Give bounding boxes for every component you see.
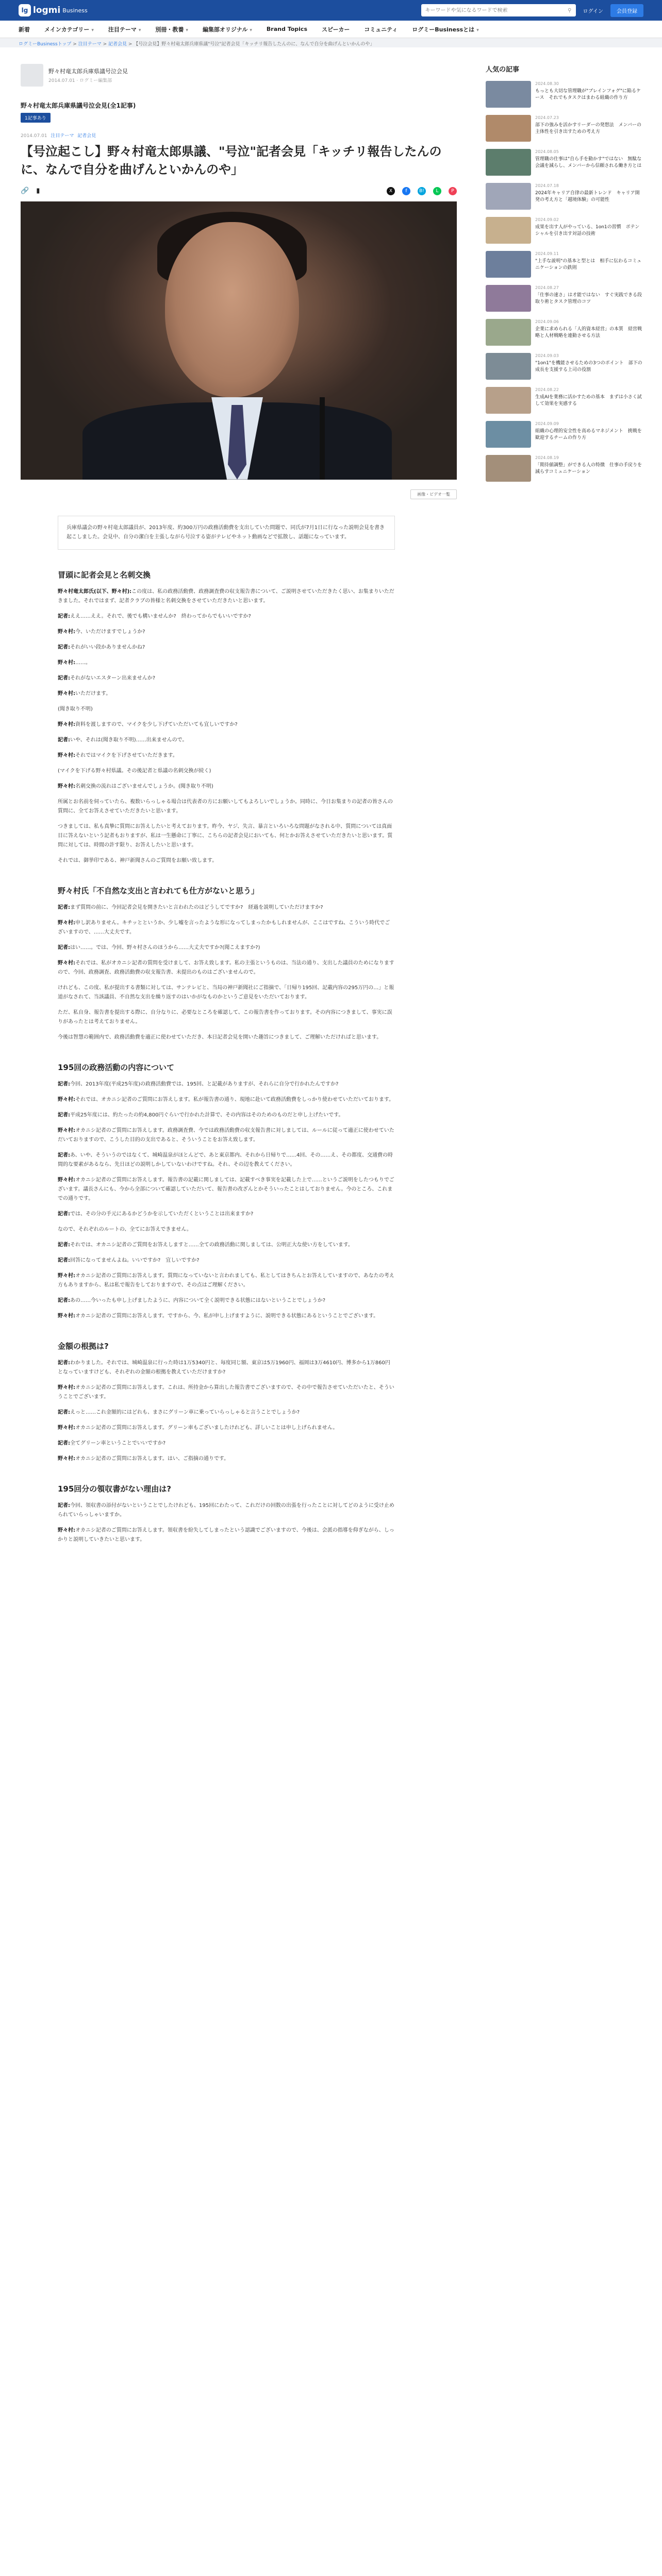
speaker-label: 野々村:: [58, 1313, 75, 1319]
paragraph-text: では、その分の手元にあるかどうかを示していただくということは出来ますか?: [70, 1211, 254, 1217]
speaker-label: 記者:: [58, 1112, 70, 1118]
speaker-label: 記者:: [58, 613, 70, 619]
nav-item[interactable]: 別冊・教養 ▾: [155, 26, 188, 33]
series-title[interactable]: 野々村竜太郎兵庫県議号泣会見(全1記事): [21, 102, 136, 109]
paragraph-text: ただ、私自身、報告書を提出する際に、自分なりに、必要なところを確認して、この報告書を作っております。その内容につきまして、事実に誤りがあったとは考えておりません。: [58, 1009, 392, 1025]
paragraph-text: それがないエスターン出来ませんか?: [70, 675, 156, 681]
facebook-share-icon[interactable]: f: [402, 187, 410, 195]
paragraph: [58, 1359, 395, 1377]
sidebar: [486, 64, 642, 1551]
popular-article-date: 2024.08.30: [535, 81, 559, 86]
paragraph: [58, 720, 395, 730]
article-column: [21, 64, 457, 1551]
article-thumbnail: [486, 183, 531, 210]
popular-article-title: "上手な説明"の基本と型とは 相手に伝わるコミュニケーションの鉄則: [535, 258, 642, 270]
section-heading: 野々村氏「不自然な支出と言われても仕方がないと思う」: [58, 886, 259, 895]
popular-article-text: [535, 353, 642, 380]
popular-article-title: 部下の強みを活かすリーダーの発想法 メンバーの主体性を引き出すための考え方: [535, 122, 642, 134]
article-thumbnail: [486, 217, 531, 244]
paragraph-text: わかりました。それでは、城崎温泉に行った時は1万5340円と、毎度同じ額、東京は5万1960円、福岡は3万4610円、博多から1万860円となっていますけども、それぞれの金額の根拠を教えていただけますか?: [58, 1360, 390, 1375]
sidebar-title: 人気の記事: [486, 66, 520, 74]
paragraph-text: はい……。では、今回、野々村さんのほうから……大丈夫ですか?(聞こえますか?): [70, 944, 260, 951]
paragraph: [58, 1210, 395, 1219]
popular-article-item[interactable]: [486, 217, 642, 244]
article-thumbnail: [486, 319, 531, 346]
top-bar: [0, 0, 662, 21]
paragraph: [58, 1241, 395, 1250]
paragraph: [58, 903, 395, 912]
speaker-label: 記者:: [58, 1242, 70, 1248]
paragraph: [58, 1408, 395, 1417]
breadcrumb-home[interactable]: ログミーBusinessトップ: [19, 42, 72, 47]
popular-article-title: 組織の心理的安全性を高めるマネジメント 挑戦を歓迎するチームの作り方: [535, 428, 642, 440]
chevron-down-icon: ▾: [138, 27, 141, 33]
popular-article-date: 2024.09.03: [535, 353, 559, 358]
speaker-label: 記者:: [58, 1257, 70, 1263]
paragraph: [58, 1111, 395, 1120]
paragraph-text: オカニシ記者のご質問にお答えします。質問になっていないと言われましても、私としてはきちんとお答えしていますので、あなたの考え方もありますから、私は私で報告をしておりますので、その点はご理解ください。: [58, 1273, 394, 1288]
paragraph-text: つきましては、私も真摯に質問にお答えしたいと考えております。昨今、ヤジ、失言、暴言といろいろな問題がなされる中、質問については真面目に答えないという記者もおりますが、私は一生懸命に丁寧に、こちらの記者会見においても、何とかお答えさせていただきたいと思います。質問に対しては、時間の許す限り、お答えしたいと思います。: [58, 823, 393, 848]
category-link[interactable]: 記者会見: [77, 133, 96, 139]
speaker-label: 記者:: [58, 1297, 70, 1303]
speaker-label: 記者:: [58, 644, 70, 650]
paragraph: [58, 1312, 395, 1321]
paragraph-text: オカニシ記者のご質問にお答えします。これは、所持金から算出した報告書でございますので、その中で報告させていただいたと、そういうことでございます。: [58, 1384, 394, 1400]
paragraph-text: それでは、御挙印である、神戸新聞さんのご質問をお願い致します。: [58, 857, 218, 863]
popular-article-title: 成果を出す人がやっている、1on1の習慣 ポテンシャルを引き出す対話の技術: [535, 224, 640, 236]
popular-article-text: [535, 421, 642, 448]
nav-item[interactable]: コミュニティ: [364, 26, 398, 33]
paragraph: [58, 1296, 395, 1306]
nav-item[interactable]: Brand Topics: [266, 26, 308, 32]
paragraph: [58, 1080, 395, 1089]
speaker-label: 野々村:: [58, 690, 75, 697]
section-heading: 金額の根拠は?: [58, 1341, 109, 1351]
paragraph-text: 今回、領収書の添付がないということでしたけれども、195回にわたって、これだけの回数の出張を行ったことに対してどのように受け止められていらっしゃいますか。: [58, 1502, 394, 1518]
paragraph-text: オカニシ記者のご質問にお答えします。政務調査費、今では政務活動費の収支報告書に対しましては、ルールに従って適正に使わせていただいておりますので、こうした目的の支出であると、そういうことをお答え致します。: [58, 1127, 394, 1143]
popular-article-text: [535, 217, 642, 244]
signup-button[interactable]: 会員登録: [610, 4, 643, 17]
paragraph: [58, 1095, 395, 1105]
popular-article-text: [535, 319, 642, 346]
section-heading: 195回の政務活動の内容について: [58, 1062, 175, 1072]
search-icon[interactable]: ⚲: [568, 7, 572, 13]
popular-article-text: [535, 251, 642, 278]
article-hero-photo: [21, 201, 457, 480]
popular-article-date: 2024.09.06: [535, 319, 559, 324]
speaker-label: 記者:: [58, 1360, 70, 1366]
paragraph: [58, 767, 395, 776]
section-heading: 195回分の領収書がない理由は?: [58, 1484, 172, 1494]
paragraph: [58, 736, 395, 745]
paragraph: [58, 751, 395, 760]
paragraph-text: (マイクを下げる野々村県議。その後記者と県議の名刺交換が続く): [58, 768, 211, 774]
paragraph-text: ……。: [75, 659, 91, 666]
popular-article-item[interactable]: [486, 115, 642, 142]
paragraph: [58, 1225, 395, 1234]
nav-item[interactable]: 注目テーマ ▾: [108, 26, 141, 33]
paragraph-text: いや、それは(聞き取り不明)……出来ませんので。: [70, 737, 188, 743]
nav-item[interactable]: 新着: [19, 26, 30, 33]
popular-article-date: 2024.08.19: [535, 455, 559, 460]
search-input[interactable]: [425, 8, 568, 13]
paragraph: [58, 856, 395, 866]
speaker-label: 記者:: [58, 1211, 70, 1217]
breadcrumb-press[interactable]: 記者会見: [108, 42, 127, 47]
popular-article-date: 2024.08.22: [535, 387, 559, 392]
paragraph-text: それでは、私がオカニシ記者の質問を受けまして、お答え致します。私の主張というものは、当法の通り、支出した議員のためになりますので、今回、政務調査、政務活動費の収支報告書、未提出のものはございませんので。: [58, 960, 394, 975]
speaker-label: 野々村:: [58, 1527, 75, 1533]
speaker-label: 野々村:: [58, 783, 75, 789]
paragraph-text: ええ……ええ。それで、後でも構いませんか? 終わってからでもいいですか?: [70, 613, 251, 619]
paragraph: [58, 1176, 395, 1204]
paragraph: [58, 643, 395, 652]
category-link[interactable]: 注目テーマ: [51, 133, 74, 139]
paragraph: [58, 705, 395, 714]
speaker-label: 野々村:: [58, 1127, 75, 1133]
paragraph: [58, 919, 395, 937]
paragraph: [58, 959, 395, 977]
paragraph-text: いただけます。: [75, 690, 111, 697]
article-title: 【号泣起こし】野々村竜太郎県議、"号泣"記者会見「キッチリ報告したんのに、なんで自分を曲げんといかんのや」: [21, 144, 442, 177]
popular-article-item[interactable]: [486, 421, 642, 448]
paragraph-text: それではマイクを下げさせていただきます。: [75, 752, 178, 758]
paragraph-text: (聞き取り不明): [58, 706, 93, 712]
paragraph-text: 回答になってませんよね。いいですか? 宜しいですか?: [70, 1257, 200, 1263]
speaker-label: 野々村:: [58, 752, 75, 758]
channel-avatar: [21, 64, 43, 87]
paragraph: [58, 628, 395, 637]
speaker-label: 野々村:: [58, 1273, 75, 1279]
nav-item[interactable]: スピーカー: [322, 26, 350, 33]
popular-article-item[interactable]: [486, 183, 642, 210]
paragraph-text: 名刺交換の流れはございませんでしょうか。(聞き取り不明): [75, 783, 213, 789]
speaker-label: 野々村:: [58, 659, 75, 666]
paragraph: [58, 822, 395, 850]
speaker-label: 野々村:: [58, 1425, 75, 1431]
popular-article-date: 2024.09.11: [535, 251, 559, 256]
breadcrumb-current: 【号泣会見】野々村竜太郎兵庫県議"号泣"記者会見「キッチリ報告したんのに、なんで自分を曲げんといかんのや」: [134, 42, 375, 47]
popular-article-date: 2024.08.27: [535, 285, 559, 290]
popular-article-item[interactable]: [486, 353, 642, 380]
paragraph-text: 所属とお名前を伺っていたら、複数いらっしゃる場合は代表者の方にお願いしてもよろしいでしょうか。同時に、今日お集まりの記者の皆さんの質問に、全てお答えさせていただきたいと思います。: [58, 799, 393, 814]
speaker-label: 野々村:: [58, 1455, 75, 1462]
popular-article-title: 2024年キャリア自律の最新トレンド キャリア開発の考え方と「越境体験」の可能性: [535, 190, 640, 202]
paragraph-text: 今後は智慧の範囲内で、政務活動費を適正に使わせていただき、本日記者会見を開いた趣旨につきまして、ご理解いただければと思います。: [58, 1034, 382, 1040]
search-box[interactable]: [421, 4, 576, 16]
channel-header[interactable]: [21, 64, 457, 87]
speaker-label: 野々村:: [58, 920, 75, 926]
speaker-label: 野々村:: [58, 1384, 75, 1391]
line-share-icon[interactable]: L: [433, 187, 441, 195]
chevron-down-icon: ▾: [91, 27, 94, 33]
popular-article-title: 管理職の仕事は"自ら手を動かす"ではない 無駄な会議を減らし、メンバーから信頼される働き方とは: [535, 156, 642, 168]
paragraph: [58, 612, 395, 621]
popular-article-date: 2024.07.23: [535, 115, 559, 120]
popular-article-item[interactable]: [486, 285, 642, 312]
paragraph: [58, 674, 395, 683]
popular-article-text: [535, 149, 642, 176]
logo-mark-icon: lg: [19, 4, 31, 16]
article-thumbnail: [486, 387, 531, 414]
speaker-label: 野々村:: [58, 1096, 75, 1103]
popular-article-title: "1on1"を機能させるための3つのポイント 部下の成長を支援する上司の役割: [535, 360, 642, 372]
paragraph-text: えっと……これ金額的にはどれも、まさにグリーン車に乗っていらっしゃると言うことでしょうか?: [70, 1409, 300, 1415]
popular-article-item[interactable]: [486, 81, 642, 108]
hatena-share-icon[interactable]: B!: [418, 187, 426, 195]
paragraph-text: オカニシ記者のご質問にお答えします。報告書の記載に関しましては、記載すべき事実を記載した上で……というご説明をしたつもりでございます。議長さんにも、今から全部について確認していただいて、報告書の改ざんとかそういったことはしておりません。今のところ、これまでの通りです。: [58, 1177, 394, 1201]
paragraph-text: それでは、オカニシ記者のご質問にお答えします。私が報告書の通り、現地に赴いて政務活動費をしっかり使わせていただいております。: [75, 1096, 394, 1103]
speaker-label: 記者:: [58, 1440, 70, 1446]
speaker-label: 記者:: [58, 1081, 70, 1087]
paragraph: [58, 1033, 395, 1042]
article-thumbnail: [486, 421, 531, 448]
popular-article-text: [535, 81, 642, 108]
speaker-label: 野々村竜太郎氏(以下、野々村):: [58, 588, 132, 595]
paragraph: [58, 658, 395, 668]
paragraph: [58, 587, 395, 606]
paragraph-text: まず質問の前に、今回記者会見を開きたいと言われたのはどうしてですか? 経過を説明していただけますか?: [70, 904, 323, 910]
paragraph: [58, 1423, 395, 1433]
article-thumbnail: [486, 115, 531, 142]
series-badge[interactable]: 1記事あり: [21, 113, 51, 123]
speaker-label: 記者:: [58, 904, 70, 910]
channel-meta: 2014.07.01 · ログミー編集部: [48, 78, 112, 83]
paragraph-text: それがいい段かありませんかね?: [70, 644, 145, 650]
speaker-label: 記者:: [58, 1502, 70, 1509]
paragraph-text: オカニシ記者のご質問にお答えします。領収書を紛失してしまったという認識でございますので、今後は、会派の指導を仰ぎながら、しっかりと説明していきたいと思います。: [58, 1527, 394, 1543]
popular-article-title: 「仕事の速さ」は才能ではない すぐ実践できる段取り術とタスク管理のコツ: [535, 292, 642, 304]
paragraph: [58, 1126, 395, 1145]
nav-item[interactable]: ログミーBusinessとは ▾: [412, 26, 479, 33]
popular-article-text: [535, 455, 642, 482]
article-thumbnail: [486, 81, 531, 108]
popular-article-date: 2024.07.18: [535, 183, 559, 188]
article-date: 2014.07.01: [21, 133, 47, 139]
logmi-logo[interactable]: lg logmi Business: [19, 4, 88, 16]
paragraph: [58, 1439, 395, 1448]
paragraph: [58, 984, 395, 1002]
paragraph: [58, 1008, 395, 1027]
speaker-label: 野々村:: [58, 1177, 75, 1183]
popular-article-item[interactable]: [486, 387, 642, 414]
paragraph-text: 資料を渡しますので、マイクを少し下げていただいても宜しいですか?: [75, 721, 238, 727]
section-heading: 冒頭に記者会見と名刺交換: [58, 570, 151, 580]
pocket-share-icon[interactable]: P: [449, 187, 457, 195]
speaker-label: 野々村:: [58, 960, 75, 966]
nav-item[interactable]: 編集部オリジナル ▾: [202, 26, 252, 33]
speaker-label: 記者:: [58, 1409, 70, 1415]
popular-article-text: [535, 285, 642, 312]
paragraph-text: オカニシ記者のご質問にお答えします。グリーン車もございましたけれども、詳しいことは申し上げられません。: [75, 1425, 338, 1431]
popular-article-item[interactable]: [486, 251, 642, 278]
paragraph-text: オカニシ記者のご質問にお答えします。ですから、今、私が申し上げますように、説明できる状態にあるということでございます。: [75, 1313, 379, 1319]
share-bar: [21, 187, 457, 195]
article-thumbnail: [486, 251, 531, 278]
nav-item[interactable]: メインカテゴリー ▾: [44, 26, 94, 33]
paragraph: [58, 1383, 395, 1402]
article-dateline: [21, 132, 457, 139]
paragraph: [58, 1272, 395, 1290]
paragraph-text: 全てグリーン車ということでいいですか?: [70, 1440, 166, 1446]
chevron-down-icon: ▾: [186, 27, 188, 33]
paragraph: [58, 943, 395, 953]
paragraph: [58, 1454, 395, 1464]
chevron-down-icon: ▾: [476, 27, 479, 33]
speaker-label: 記者:: [58, 675, 70, 681]
article-thumbnail: [486, 455, 531, 482]
paragraph: [58, 1151, 395, 1170]
speaker-label: 野々村:: [58, 629, 75, 635]
article-lead: 兵庫県議会の野々村竜太郎議員が、2013年度、約300万円の政務活動費を支出していた問題で、同氏が7月1日に行なった説明会見を書き起こしました。会見中、自分の潔白を主張しながら号泣する姿がテレビやネット動画などで拡散し、話題になっています。: [58, 516, 395, 550]
speaker-label: 野々村:: [58, 721, 75, 727]
popular-article-title: 「期待値調整」ができる人の特徴 仕事の手戻りを減らすコミュニケーション: [535, 462, 642, 474]
popular-article-date: 2024.09.09: [535, 421, 559, 426]
popular-article-item[interactable]: [486, 149, 642, 176]
article-body: [58, 569, 395, 1545]
paragraph: [58, 1256, 395, 1265]
bookmark-icon[interactable]: ▮: [36, 187, 40, 195]
main-nav: [0, 21, 662, 38]
paragraph: [58, 1501, 395, 1520]
article-thumbnail: [486, 149, 531, 176]
paragraph-text: この度は、私の政務活動費、政務調査費の収支報告書について、ご説明させていただきたく思い、お集まりいただきました。それではまず、記者クラブの皆様と名刺交換をさせていただきたいと思います。: [58, 588, 394, 604]
article-thumbnail: [486, 285, 531, 312]
paragraph-text: けれども、この度、私が提出する書類に対しては、サンテレビと、当局の神戸新聞社にご指摘で、「日帰り195回、記載内容の295万円の…」と報道がなされて、当該議員、不自然な支出を繰り返すのはいかがなものかというご意見をいただいております。: [58, 985, 394, 1000]
speaker-label: 記者:: [58, 944, 70, 951]
paragraph-text: 申し訳ありません。キチッとというか、少し嘘を言ったような形になってしまったかもしれませんが、ここはですね、こういう時代でございますので、……大丈夫です。: [58, 920, 390, 935]
popular-article-item[interactable]: [486, 455, 642, 482]
paragraph-text: なので、それぞれのルートの、全てにお答えできません。: [58, 1226, 192, 1232]
speaker-label: 記者:: [58, 737, 70, 743]
paragraph-text: あ、いや、そういうのではなくて、城崎温泉がほとんどで、あと東京都内、それから日帰りで……4回、その……え、その都度、交通費の時間的な要素があるなら、先日ほどの説明しかしていないわけですね。それ、その辺を教えてください。: [58, 1152, 393, 1167]
paragraph-text: オカニシ記者のご質問にお答えします。はい、ご指摘の通りです。: [75, 1455, 229, 1462]
popular-article-title: もっとも大切な管理職が"ブレインフォグ"に陥るケース それでもタスクはまわる組織の作り方: [535, 88, 641, 100]
login-link[interactable]: ログイン: [583, 8, 603, 14]
popular-article-title: 生成AIを業務に活かすための基本 まずは小さく試して効果を実感する: [535, 394, 642, 406]
x-share-icon[interactable]: X: [387, 187, 395, 195]
media-list-button[interactable]: 画像・ビデオ一覧: [410, 489, 457, 499]
paragraph-text: あの……今いったも申し上げましたように、内容について全く説明できる状態にはないということでしょうか?: [70, 1297, 326, 1303]
article-thumbnail: [486, 353, 531, 380]
channel-name: 野々村竜太郎兵庫県議号泣会見: [48, 68, 128, 75]
popular-article-text: [535, 387, 642, 414]
paragraph-text: それでは、オカニシ記者のご質問をお答えしますと……全ての政務活動に関しましては、公明正大な使い方をしています。: [70, 1242, 353, 1248]
paragraph: [58, 689, 395, 699]
paragraph-text: 平成25年度には、約たったの約4,800円ぐらいで行かれた計算で、その内容はそのためのものだと申し上げたいです。: [70, 1112, 344, 1118]
popular-article-title: 企業に求められる「人的資本経営」の本質 経営戦略と人材戦略を連動させる方法: [535, 326, 642, 338]
paragraph: [58, 782, 395, 791]
popular-article-text: [535, 115, 642, 142]
chevron-down-icon: ▾: [250, 27, 252, 33]
paragraph: [58, 798, 395, 816]
breadcrumb-theme[interactable]: 注目テーマ: [78, 42, 102, 47]
link-icon[interactable]: 🔗: [21, 187, 29, 195]
popular-article-text: [535, 183, 642, 210]
speaker-label: 記者:: [58, 1152, 70, 1158]
popular-article-date: 2024.09.02: [535, 217, 559, 222]
paragraph: [58, 1526, 395, 1545]
popular-article-date: 2024.08.05: [535, 149, 559, 154]
breadcrumb: ログミーBusinessトップ > 注目テーマ > 記者会見 > 【号泣会見】野々村竜太郎兵庫県議"号泣"記者会見「キッチリ報告したんのに、なんで自分を曲げんといかんのや」: [0, 38, 662, 47]
paragraph-text: 今回、2013年度(平成25年度)の政務活動費では、195回、と記載がありますが、それらに自分で行かれたんですか?: [70, 1081, 339, 1087]
popular-article-item[interactable]: [486, 319, 642, 346]
paragraph-text: 今、いただけますでしょうか?: [75, 629, 145, 635]
